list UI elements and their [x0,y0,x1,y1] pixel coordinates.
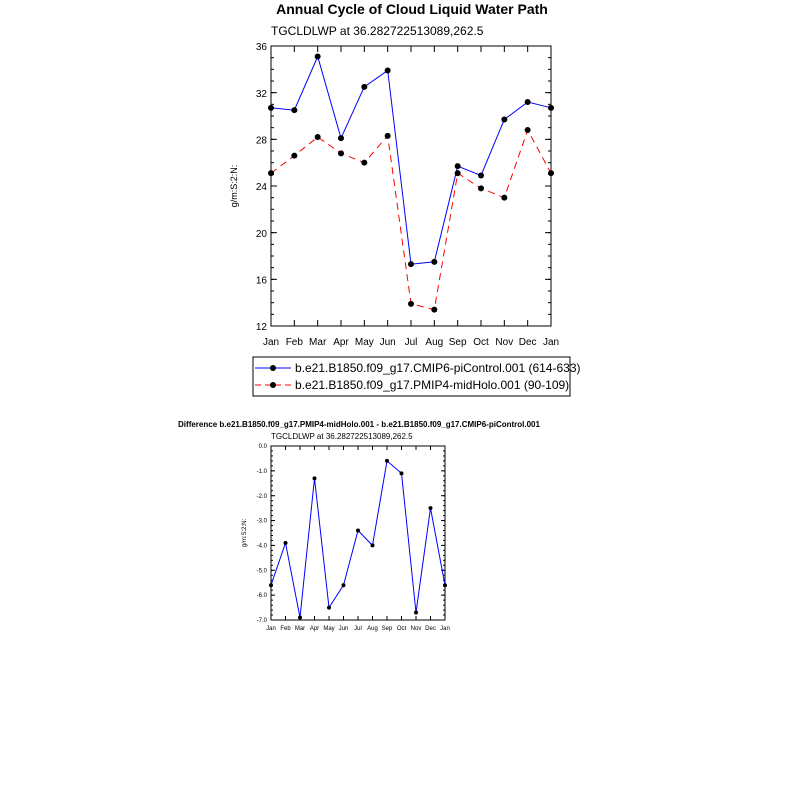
series-0-point [431,259,437,265]
legend-marker-picontrol [270,365,276,371]
difference-chart [178,420,540,632]
x-tick-label: Jan [262,337,280,348]
series-0-point [501,117,507,123]
series-0-point [478,173,484,179]
series-0-point [356,529,360,533]
x-tick-label: Dec [518,337,537,348]
series-0-point [361,84,367,90]
legend-label-midholo: b.e21.B1850.f09_g17.PMIP4-midHolo.001 (90-109) [295,378,570,392]
y-tick-label: -6.0 [256,593,267,600]
series-0-point [414,611,418,615]
diff-chart-title: Difference b.e21.B1850.f09_g17.PMIP4-midHolo.001 - b.e21.B1850.f09_g17.CMIP6-piControl.001 [178,420,540,429]
y-tick-label: -4.0 [256,543,267,550]
y-tick-label: 16 [255,275,267,287]
diff-y-tick-labels [257,444,268,624]
diff-x-tick-labels [266,626,450,632]
x-tick-label: Jul [354,626,362,632]
y-tick-label: 24 [255,182,267,194]
series-1-point [361,160,367,166]
x-tick-label: Apr [333,337,349,348]
series-0-point [371,543,375,547]
x-tick-label: Aug [367,626,378,632]
chart-title: Annual Cycle of Cloud Liquid Water Path [276,1,548,17]
x-tick-label: Aug [425,337,444,348]
legend-label-picontrol: b.e21.B1850.f09_g17.CMIP6-piControl.001 (614-633) [295,361,581,375]
y-tick-label: 28 [255,135,267,147]
x-tick-label: Oct [473,337,489,348]
series-line-0 [271,57,551,265]
legend-marker-midholo [270,382,276,388]
x-tick-label: Jul [404,337,418,348]
series-1-point [385,133,391,139]
series-1-point [478,185,484,191]
series-0-point [385,459,389,463]
series-1-point [408,301,414,307]
series-0-point [548,105,554,111]
series-0-point [268,105,274,111]
y-tick-label: -1.0 [256,468,267,475]
x-tick-label: Mar [294,626,306,632]
annual-cycle-chart [229,1,581,396]
series-1-point [431,307,437,313]
series-0-point [525,99,531,105]
series-1-point [268,170,274,176]
series-0-point [400,471,404,475]
x-tick-label: Jan [440,626,450,632]
series-0-point [291,107,297,113]
series-1-point [548,170,554,176]
series-1-point [315,134,321,140]
y-tick-label: 0.0 [258,444,267,451]
series-0-point [342,583,346,587]
x-tick-label: May [323,626,335,632]
y-tick-label: -3.0 [256,518,267,525]
series-0-point [315,54,321,60]
diff-series-layer [269,459,447,620]
tick-marks [271,46,551,326]
series-0-point [455,163,461,169]
series-1-point [338,150,344,156]
series-1-point [291,153,297,159]
y-tick-label: -5.0 [256,568,267,575]
series-0-point [338,135,344,141]
x-tick-label: Sep [381,626,393,632]
x-tick-label: Jun [379,337,396,348]
y-tick-label: 12 [255,322,267,334]
y-tick-label: 32 [255,88,267,100]
x-tick-label: Nov [410,626,422,632]
series-line-0 [271,461,445,618]
y-tick-labels [256,42,268,333]
x-tick-label: Oct [396,626,407,632]
x-tick-label: Jun [338,626,349,632]
x-tick-label: Apr [309,626,320,632]
series-layer [268,54,554,313]
x-tick-label: Dec [425,626,436,632]
series-0-point [408,261,414,267]
y-tick-label: -7.0 [256,618,267,625]
series-0-point [284,541,288,545]
series-0-point [443,583,447,587]
legend [253,357,581,396]
x-tick-label: Nov [495,337,514,348]
y-tick-label: -2.0 [256,493,267,500]
x-tick-label: Feb [280,626,291,632]
plot-frame [271,46,551,326]
series-1-point [525,127,531,133]
x-tick-labels [263,337,559,348]
x-tick-label: Jan [542,337,560,348]
diff-chart-subtitle: TGCLDLWP at 36.282722513089,262.5 [271,432,413,441]
chart-subtitle: TGCLDLWP at 36.282722513089,262.5 [271,24,484,38]
x-tick-label: Mar [309,337,327,348]
x-tick-label: Sep [448,337,467,348]
y-axis-label: g/m:S:2:N: [229,164,239,208]
series-line-1 [271,130,551,310]
y-tick-label: 36 [255,42,267,54]
series-0-point [269,583,273,587]
series-0-point [298,616,302,620]
series-0-point [327,606,331,610]
series-1-point [501,195,507,201]
y-tick-label: 20 [255,228,267,240]
series-0-point [313,476,317,480]
x-tick-label: May [354,337,374,348]
x-tick-label: Feb [285,337,303,348]
series-1-point [455,170,461,176]
series-0-point [385,68,391,74]
diff-y-axis-label: g/m:S:2:N: [242,518,248,548]
x-tick-label: Jan [266,626,276,632]
series-0-point [429,506,433,510]
